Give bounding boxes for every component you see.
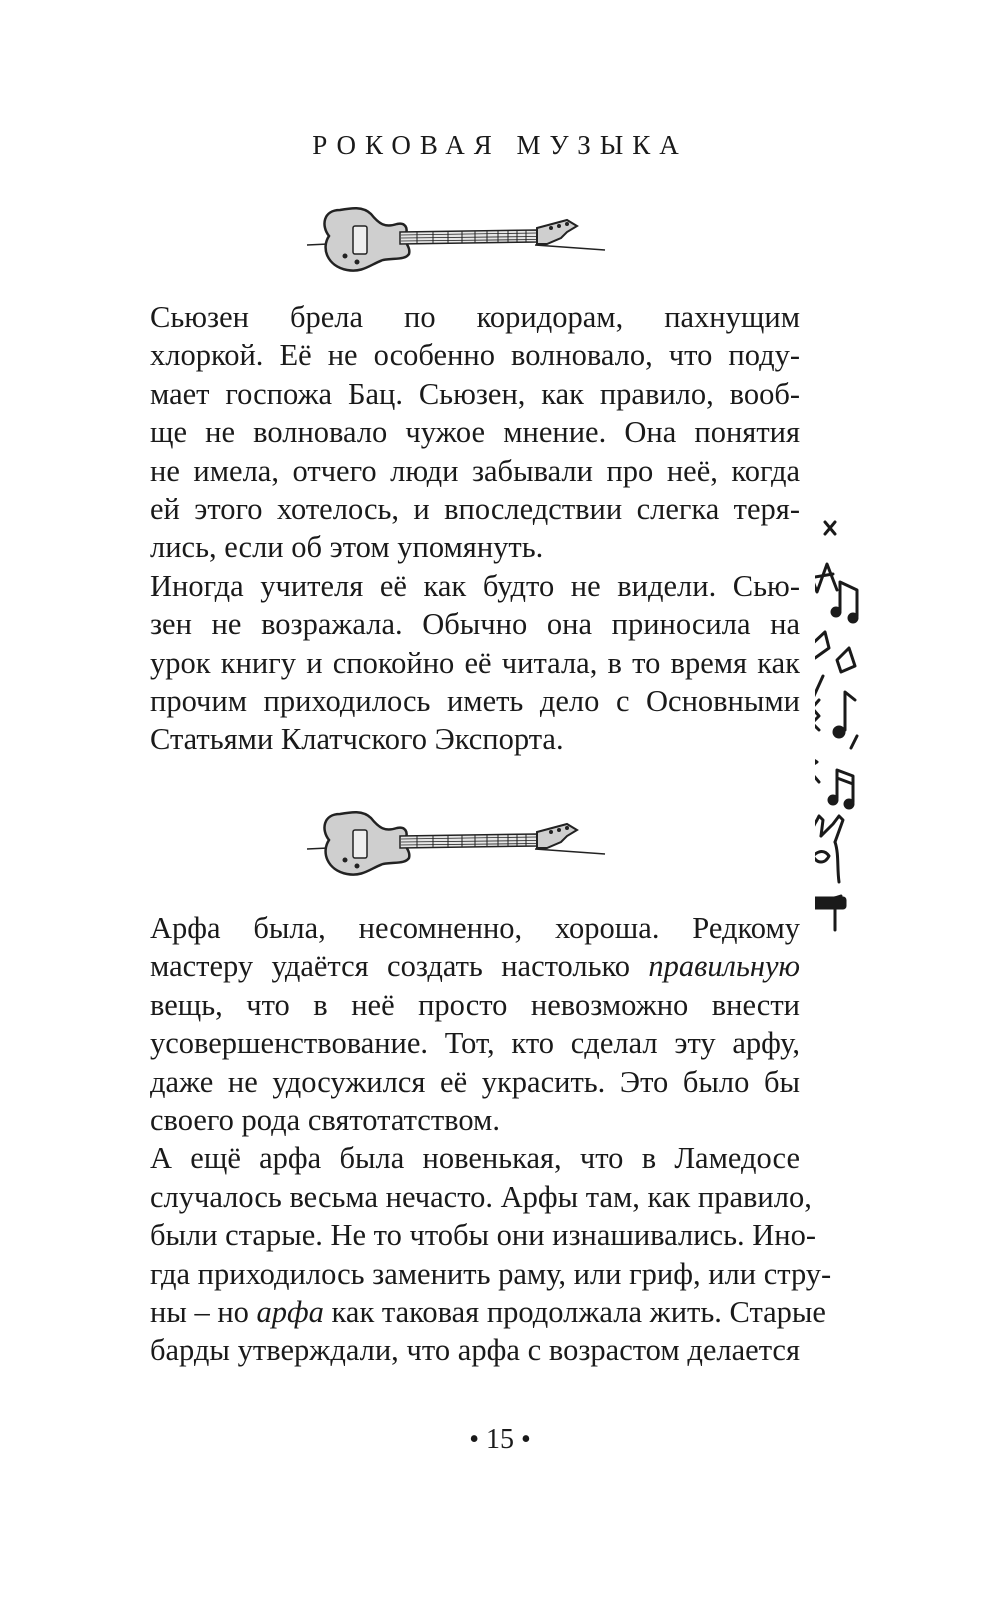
guitar-icon (305, 198, 610, 278)
text-line: ще не волновало чужое мнение. Она понятия (150, 415, 800, 450)
text-line: своего рода святотатством. (150, 1103, 500, 1138)
text-line: А ещё арфа была новенькая, что в Ламедосе (150, 1141, 800, 1176)
text-line (100, 1293, 826, 1331)
paragraph (100, 909, 800, 1139)
text-line: ей этого хотелось, и впоследствии слегка теря- (150, 492, 800, 527)
text-line: были старые. Не то чтобы они изнашивались. Ино- (150, 1218, 816, 1253)
text-run: мастеру удаётся создать настолько (150, 949, 649, 984)
music-note-icon (829, 770, 853, 808)
text-line: Арфа была, несомненно, хороша. Редкому (150, 911, 800, 945)
text-line (100, 947, 800, 985)
text-line: гда приходилось заменить раму, или гриф, или стру- (150, 1256, 832, 1291)
emphasis: арфа (256, 1295, 324, 1330)
text-line: урок книгу и спокойно её читала, в то время как (150, 645, 800, 680)
guitar-icon (305, 802, 610, 882)
text-line: вещь, что в неё просто невозможно внести (150, 987, 800, 1022)
text-line: Сьюзен брела по коридорам, пахнущим (150, 300, 800, 334)
text-line: Статьями Клатчского Экспорта. (150, 722, 564, 757)
rune-icon (851, 736, 857, 748)
text-line: лись, если об этом упомянуть. (150, 530, 544, 565)
page-number: • 15 • (469, 1424, 531, 1455)
paragraph (100, 1139, 832, 1369)
text-line: мает госпожа Бац. Сьюзен, как правило, вооб- (150, 376, 800, 411)
text-line: прочим приходилось иметь дело с Основными (150, 684, 800, 719)
paragraph (100, 298, 800, 567)
music-notes-doodle-icon (815, 520, 945, 965)
rune-x-icon (825, 522, 835, 534)
text-line: Иногда учителя её как будто не видели. Сью- (150, 568, 800, 603)
paragraph (100, 567, 800, 759)
text-line: зен не возражала. Обычно она приносила на (150, 607, 800, 642)
text-line: не имела, отчего люди забывали про неё, когда (150, 453, 800, 488)
rune-icon (815, 632, 829, 658)
music-note-icon (834, 692, 855, 737)
text-line: усовершенствование. Тот, кто сделал эту арфу, (150, 1026, 800, 1061)
text-run: ны – но (150, 1295, 257, 1330)
text-line: хлоркой. Её не особенно волновало, что поду- (150, 338, 800, 373)
text-line: даже не удосужился её украсить. Это было бы (150, 1064, 800, 1099)
section-1 (100, 298, 800, 759)
text-run: как таковая продолжала жить. Старые (323, 1295, 826, 1330)
rune-icon (837, 648, 855, 672)
running-head: РОКОВАЯ МУЗЫКА (312, 130, 688, 160)
section-2 (100, 909, 832, 1370)
text-line: барды утверждали, что арфа с возрастом делается (150, 1333, 800, 1368)
emphasis: правильную (648, 949, 800, 984)
rune-icon (815, 700, 819, 730)
text-line: случалось весьма нечасто. Арфы там, как правило, (150, 1179, 812, 1214)
rune-icon (815, 670, 823, 698)
rune-icon (815, 756, 819, 782)
rock-hand-icon (815, 816, 845, 930)
rune-icon (815, 560, 837, 592)
